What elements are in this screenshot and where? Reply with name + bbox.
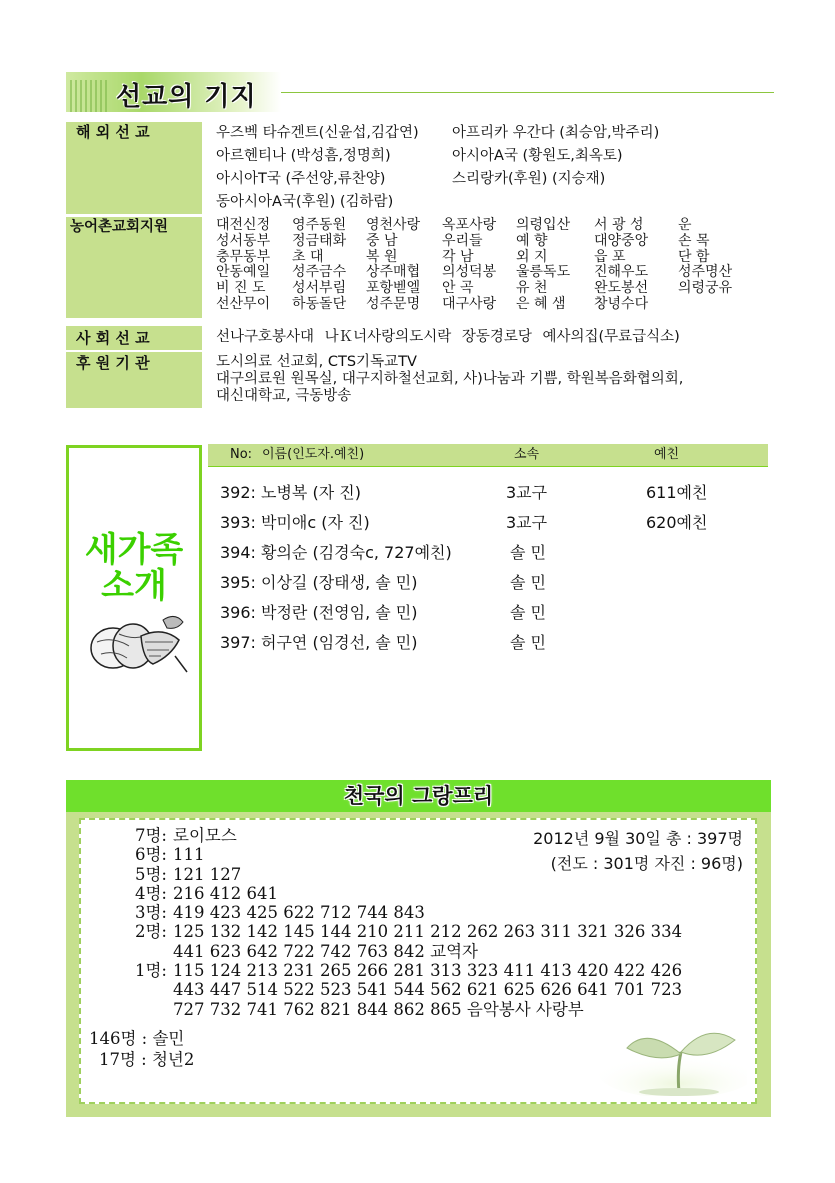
member-row bbox=[220, 603, 768, 633]
church-name: 완도봉선 bbox=[594, 280, 649, 297]
section-header-mission-base bbox=[66, 72, 774, 114]
church-name: 정금태화 bbox=[292, 232, 347, 249]
ranking-line bbox=[97, 922, 682, 941]
church-name: 외 지 bbox=[516, 248, 548, 265]
church-name: 대양중앙 bbox=[594, 232, 649, 249]
church-name: 성서부림 bbox=[292, 280, 347, 297]
section-title: 선교의 기지 bbox=[116, 82, 257, 112]
list-item: 아프리카 우간다 (최승암,박주리) bbox=[452, 125, 660, 141]
list-item: 스리랑카(후원) (지승재) bbox=[452, 171, 606, 187]
social-mission-row bbox=[66, 326, 772, 350]
member-row bbox=[220, 543, 768, 573]
bread-basket-icon bbox=[83, 606, 189, 676]
label-text: 해 외 선 교 bbox=[76, 123, 150, 141]
church-name: 운 bbox=[678, 217, 692, 233]
rank-label: 5명: bbox=[135, 864, 167, 884]
member-row bbox=[220, 633, 768, 663]
church-name: 상주매협 bbox=[366, 264, 421, 281]
church-name: 은 혜 샘 bbox=[516, 295, 566, 312]
list-item: 우즈벡 타슈겐트(신윤섭,김갑연) bbox=[216, 125, 419, 141]
church-name: 안 곡 bbox=[442, 280, 474, 297]
church-name: 창녕수다 bbox=[594, 295, 649, 312]
mission-table bbox=[66, 122, 772, 408]
church-name: 하동돌단 bbox=[292, 295, 347, 312]
church-name: 읍 포 bbox=[594, 248, 626, 265]
header-yechin: 예친 bbox=[654, 447, 680, 462]
row-label bbox=[66, 326, 202, 350]
member-name: 노병복 (자 진) bbox=[261, 483, 361, 502]
church-name: 중 남 bbox=[366, 232, 398, 249]
church-name: 안동예일 bbox=[216, 264, 271, 281]
overseas-mission-row bbox=[66, 122, 772, 214]
label-text: 사 회 선 교 bbox=[76, 329, 150, 347]
date-total: 2012년 9월 30일 총 : 397명 bbox=[533, 829, 743, 848]
church-name: 초 대 bbox=[292, 248, 324, 265]
header-group: 소속 bbox=[514, 447, 540, 462]
member-name: 박미애c (자 진) bbox=[261, 513, 370, 532]
church-name: 의령궁유 bbox=[678, 280, 733, 297]
rank-members: 111 bbox=[173, 845, 205, 865]
ranking-line bbox=[97, 903, 682, 922]
new-family-list bbox=[220, 483, 768, 663]
church-name: 충무동부 bbox=[216, 248, 271, 265]
church-name: 성주문명 bbox=[366, 295, 421, 312]
title-line: 새가족 bbox=[84, 530, 184, 570]
church-name: 성서동부 bbox=[216, 232, 271, 249]
rank-members: 216 412 641 bbox=[173, 883, 278, 903]
member-name: 이상길 (장태생, 솔 민) bbox=[261, 573, 418, 592]
new-family-box bbox=[66, 445, 202, 751]
supporter-line: 대구의료원 원목실, 대구지하철선교회, 사)나눔과 기쁨, 학원복음화협의회, bbox=[216, 371, 684, 387]
church-name: 단 함 bbox=[678, 248, 710, 265]
grand-prix-title: 천국의 그랑프리 bbox=[343, 784, 494, 808]
church-name: 선산무이 bbox=[216, 295, 271, 312]
ranking-line bbox=[97, 845, 682, 864]
member-name: 황의순 (김경숙c, 727예친) bbox=[261, 543, 452, 562]
label-text: 농어촌교회지원 bbox=[70, 219, 169, 235]
header-name: 이름(인도자.예친) bbox=[262, 447, 365, 462]
title-line: 소개 bbox=[101, 566, 167, 606]
member-group: 솔 민 bbox=[510, 633, 546, 652]
member-name: 박정란 (전영임, 솔 민) bbox=[261, 603, 418, 622]
rank-members: 125 132 142 145 144 210 211 212 262 263 311 321 326 334 bbox=[173, 922, 683, 942]
label-text: 후 원 기 관 bbox=[76, 354, 150, 372]
member-row bbox=[220, 483, 768, 513]
member-row bbox=[220, 573, 768, 603]
list-item: 아시아T국 (주선양,류찬양) bbox=[216, 171, 386, 187]
rank-label: 3명: bbox=[135, 903, 167, 923]
church-name: 의성덕봉 bbox=[442, 264, 497, 281]
list-item: 아르헨티나 (박성흠,정명희) bbox=[216, 148, 391, 164]
church-name: 유 천 bbox=[516, 280, 548, 297]
list-item: 동아시아A국(후원) (김하람) bbox=[216, 194, 394, 210]
member-row bbox=[220, 513, 768, 543]
member-name: 허구연 (임경선, 솔 민) bbox=[261, 633, 418, 652]
group-total: 17명 : 청년2 bbox=[99, 1050, 195, 1069]
rank-members: 115 124 213 231 265 266 281 313 323 411 413 420 422 426 bbox=[173, 961, 683, 981]
church-name: 각 남 bbox=[442, 248, 474, 265]
row-label bbox=[66, 217, 202, 318]
member-no: 396: bbox=[220, 603, 256, 622]
new-family-table-header bbox=[208, 444, 768, 467]
grand-prix-panel bbox=[79, 818, 757, 1104]
ranking-line bbox=[97, 980, 682, 999]
grand-prix-box bbox=[66, 780, 771, 1117]
church-name: 비 진 도 bbox=[216, 280, 266, 297]
church-name: 대구사랑 bbox=[442, 295, 497, 312]
ranking-line bbox=[97, 961, 682, 980]
overseas-list bbox=[202, 122, 772, 214]
church-name: 예 향 bbox=[516, 232, 548, 249]
member-no: 395: bbox=[220, 573, 256, 592]
group-total: 146명 : 솔민 bbox=[89, 1029, 185, 1048]
rank-members: 로이모스 bbox=[173, 826, 237, 845]
row-label bbox=[66, 352, 202, 408]
member-no: 397: bbox=[220, 633, 256, 652]
rank-label: 7명: bbox=[135, 826, 167, 845]
supporter-line: 대신대학교, 극동방송 bbox=[216, 388, 352, 404]
new-family-title bbox=[69, 532, 199, 604]
rank-members: 121 127 bbox=[173, 864, 242, 884]
rank-members: 441 623 642 722 742 763 842 교역자 bbox=[173, 941, 478, 961]
ranking-line bbox=[97, 1000, 682, 1019]
rank-label: 2명: bbox=[135, 922, 167, 942]
church-list bbox=[202, 217, 772, 318]
rank-members: 727 732 741 762 821 844 862 865 음악봉사 사랑부 bbox=[173, 999, 584, 1019]
church-name: 손 목 bbox=[678, 232, 710, 249]
member-group: 솔 민 bbox=[510, 603, 546, 622]
ranking-lines bbox=[97, 826, 682, 1019]
church-name: 울릉독도 bbox=[516, 264, 571, 281]
church-name: 진해우도 bbox=[594, 264, 649, 281]
header-no: No: bbox=[230, 447, 253, 462]
header-rule bbox=[281, 92, 774, 93]
member-group: 3교구 bbox=[506, 483, 548, 502]
member-no: 393: bbox=[220, 513, 256, 532]
church-name: 대전신정 bbox=[216, 217, 271, 233]
member-no: 394: bbox=[220, 543, 256, 562]
church-name: 영주동원 bbox=[292, 217, 347, 233]
member-group: 솔 민 bbox=[510, 573, 546, 592]
grand-prix-banner bbox=[66, 780, 771, 812]
supporters-list bbox=[202, 352, 772, 408]
member-yechin: 611예친 bbox=[646, 483, 708, 502]
list-item: 아시아A국 (황원도,최옥토) bbox=[452, 148, 623, 164]
church-name: 우리들 bbox=[442, 232, 483, 249]
church-name: 성주명산 bbox=[678, 264, 733, 281]
sprout-icon bbox=[567, 1018, 747, 1096]
church-name: 옥포사랑 bbox=[442, 217, 497, 233]
member-no: 392: bbox=[220, 483, 256, 502]
ranking-line bbox=[97, 942, 682, 961]
rank-members: 419 423 425 622 712 744 843 bbox=[173, 903, 425, 923]
member-group: 솔 민 bbox=[510, 543, 546, 562]
church-name: 포항벧엘 bbox=[366, 280, 421, 297]
ranking-line bbox=[97, 826, 682, 845]
church-name: 영천사랑 bbox=[366, 217, 421, 233]
grass-decoration-icon bbox=[70, 80, 110, 112]
church-name: 성주금수 bbox=[292, 264, 347, 281]
church-name: 복 원 bbox=[366, 248, 398, 265]
rank-label: 1명: bbox=[135, 961, 167, 981]
rank-label: 6명: bbox=[135, 845, 167, 865]
member-yechin: 620예친 bbox=[646, 513, 708, 532]
rural-church-row bbox=[66, 217, 772, 318]
church-grid bbox=[216, 217, 772, 313]
rank-members: 443 447 514 522 523 541 544 562 621 625 626 641 701 723 bbox=[173, 980, 683, 1000]
member-group: 3교구 bbox=[506, 513, 548, 532]
group-totals bbox=[89, 1028, 194, 1070]
row-label bbox=[66, 122, 202, 214]
rank-label: 4명: bbox=[135, 883, 167, 903]
supporters-row bbox=[66, 352, 772, 408]
social-mission-text: 선나구호봉사대 나Ｋ너사랑의도시락 장동경로당 예사의집(무료급식소) bbox=[216, 329, 680, 345]
ranking-line bbox=[97, 865, 682, 884]
church-name: 서 광 성 bbox=[594, 217, 644, 233]
ranking-line bbox=[97, 884, 682, 903]
breakdown: (전도 : 301명 자진 : 96명) bbox=[550, 854, 743, 873]
church-name bbox=[678, 297, 750, 313]
church-name: 의령입산 bbox=[516, 217, 571, 233]
supporter-line: 도시의료 선교회, CTS기독교TV bbox=[216, 354, 417, 370]
